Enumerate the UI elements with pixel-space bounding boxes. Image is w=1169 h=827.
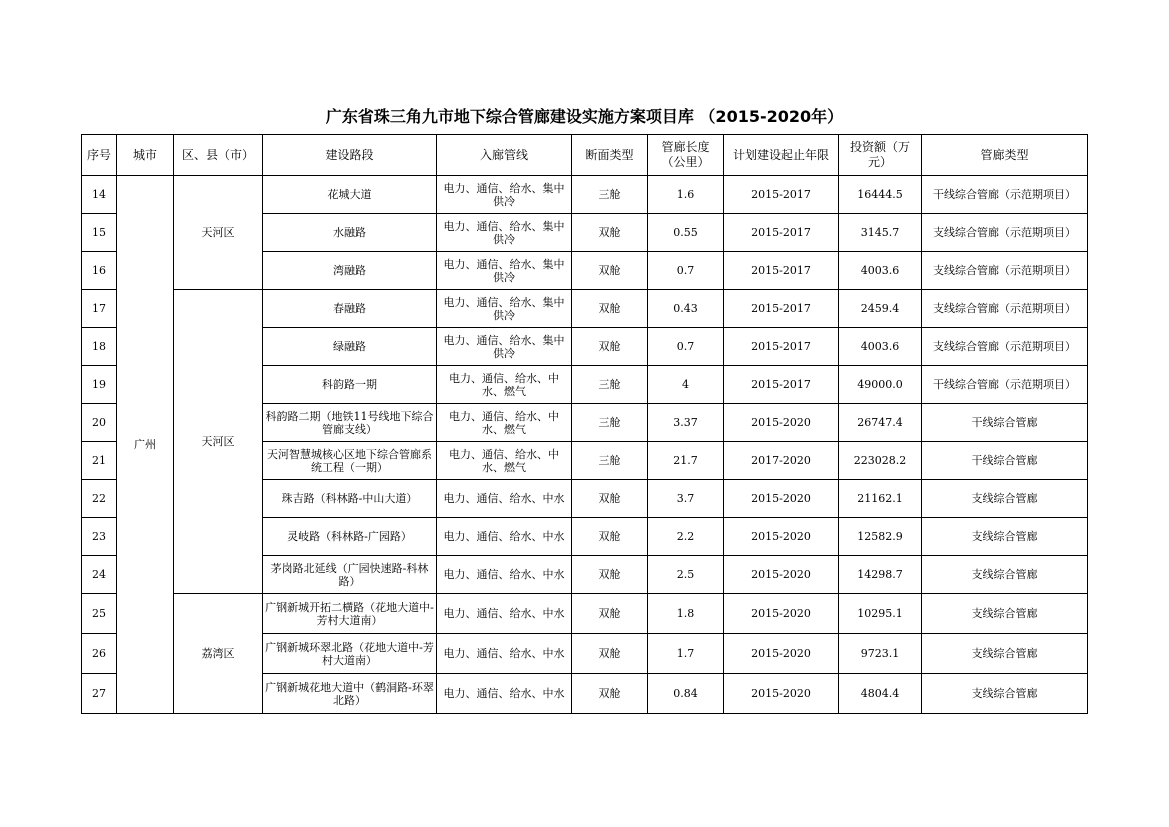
row-years: 2015-2020	[724, 556, 839, 594]
row-no: 19	[82, 366, 117, 404]
row-type: 支线综合管廊	[922, 594, 1088, 634]
header-city: 城市	[117, 135, 174, 176]
header-pipes: 入廊管线	[437, 135, 572, 176]
row-section: 双舱	[572, 518, 648, 556]
row-pipes: 电力、通信、给水、中水、燃气	[437, 442, 572, 480]
row-pipes: 电力、通信、给水、中水	[437, 674, 572, 714]
project-table	[81, 134, 1088, 714]
row-pipes: 电力、通信、给水、中水、燃气	[437, 404, 572, 442]
row-length: 0.7	[648, 328, 724, 366]
row-road: 湾融路	[263, 252, 437, 290]
row-years: 2017-2020	[724, 442, 839, 480]
row-invest: 21162.1	[839, 480, 922, 518]
header-invest: 投资额（万元）	[839, 135, 922, 176]
row-no: 27	[82, 674, 117, 714]
header-section: 断面类型	[572, 135, 648, 176]
row-section: 双舱	[572, 594, 648, 634]
row-years: 2015-2017	[724, 290, 839, 328]
row-road: 水融路	[263, 214, 437, 252]
row-years: 2015-2017	[724, 252, 839, 290]
header-type: 管廊类型	[922, 135, 1088, 176]
row-road: 天河智慧城核心区地下综合管廊系统工程（一期）	[263, 442, 437, 480]
row-section: 双舱	[572, 556, 648, 594]
row-invest: 4003.6	[839, 252, 922, 290]
row-section: 双舱	[572, 290, 648, 328]
row-road: 灵岐路（科林路-广园路）	[263, 518, 437, 556]
row-section: 双舱	[572, 674, 648, 714]
row-type: 支线综合管廊	[922, 556, 1088, 594]
row-pipes: 电力、通信、给水、集中供冷	[437, 176, 572, 214]
row-type: 支线综合管廊	[922, 518, 1088, 556]
row-no: 25	[82, 594, 117, 634]
row-type: 干线综合管廊	[922, 404, 1088, 442]
row-length: 0.84	[648, 674, 724, 714]
header-district: 区、县（市）	[174, 135, 263, 176]
row-type: 支线综合管廊（示范期项目）	[922, 214, 1088, 252]
district-cell: 天河区	[174, 176, 263, 290]
row-pipes: 电力、通信、给水、集中供冷	[437, 290, 572, 328]
row-invest: 4003.6	[839, 328, 922, 366]
row-section: 双舱	[572, 214, 648, 252]
row-years: 2015-2017	[724, 214, 839, 252]
row-no: 20	[82, 404, 117, 442]
row-pipes: 电力、通信、给水、中水	[437, 556, 572, 594]
row-no: 17	[82, 290, 117, 328]
row-years: 2015-2020	[724, 674, 839, 714]
row-pipes: 电力、通信、给水、中水、燃气	[437, 366, 572, 404]
row-invest: 49000.0	[839, 366, 922, 404]
row-years: 2015-2020	[724, 480, 839, 518]
row-road: 花城大道	[263, 176, 437, 214]
row-section: 双舱	[572, 634, 648, 674]
row-length: 2.2	[648, 518, 724, 556]
row-pipes: 电力、通信、给水、中水	[437, 518, 572, 556]
header-road: 建设路段	[263, 135, 437, 176]
row-pipes: 电力、通信、给水、集中供冷	[437, 328, 572, 366]
row-no: 18	[82, 328, 117, 366]
row-road: 科韵路一期	[263, 366, 437, 404]
header-years: 计划建设起止年限	[724, 135, 839, 176]
row-road: 珠吉路（科林路-中山大道）	[263, 480, 437, 518]
district-cell: 天河区	[174, 290, 263, 594]
row-section: 双舱	[572, 480, 648, 518]
row-no: 22	[82, 480, 117, 518]
row-section: 三舱	[572, 442, 648, 480]
row-section: 双舱	[572, 252, 648, 290]
table-row	[82, 594, 1088, 634]
row-section: 双舱	[572, 328, 648, 366]
row-length: 0.7	[648, 252, 724, 290]
row-length: 0.55	[648, 214, 724, 252]
row-invest: 223028.2	[839, 442, 922, 480]
row-no: 24	[82, 556, 117, 594]
row-years: 2015-2017	[724, 176, 839, 214]
table-row	[82, 290, 1088, 328]
row-no: 16	[82, 252, 117, 290]
row-pipes: 电力、通信、给水、中水	[437, 480, 572, 518]
row-no: 23	[82, 518, 117, 556]
row-years: 2015-2017	[724, 366, 839, 404]
row-no: 26	[82, 634, 117, 674]
row-invest: 14298.7	[839, 556, 922, 594]
row-length: 21.7	[648, 442, 724, 480]
row-road: 科韵路二期（地铁11号线地下综合管廊支线）	[263, 404, 437, 442]
row-type: 干线综合管廊	[922, 442, 1088, 480]
header-length: 管廊长度（公里）	[648, 135, 724, 176]
row-length: 1.7	[648, 634, 724, 674]
row-invest: 3145.7	[839, 214, 922, 252]
row-pipes: 电力、通信、给水、中水	[437, 634, 572, 674]
row-invest: 10295.1	[839, 594, 922, 634]
row-type: 干线综合管廊（示范期项目）	[922, 366, 1088, 404]
row-type: 支线综合管廊	[922, 480, 1088, 518]
row-length: 4	[648, 366, 724, 404]
row-length: 1.8	[648, 594, 724, 634]
row-section: 三舱	[572, 366, 648, 404]
header-no: 序号	[82, 135, 117, 176]
row-years: 2015-2020	[724, 594, 839, 634]
row-invest: 4804.4	[839, 674, 922, 714]
row-invest: 26747.4	[839, 404, 922, 442]
row-road: 茅岗路北延线（广园快速路-科林路）	[263, 556, 437, 594]
row-invest: 12582.9	[839, 518, 922, 556]
row-length: 3.37	[648, 404, 724, 442]
row-invest: 2459.4	[839, 290, 922, 328]
row-type: 干线综合管廊（示范期项目）	[922, 176, 1088, 214]
row-no: 15	[82, 214, 117, 252]
row-type: 支线综合管廊（示范期项目）	[922, 252, 1088, 290]
row-years: 2015-2020	[724, 404, 839, 442]
row-type: 支线综合管廊（示范期项目）	[922, 328, 1088, 366]
row-length: 1.6	[648, 176, 724, 214]
row-years: 2015-2020	[724, 634, 839, 674]
row-section: 三舱	[572, 176, 648, 214]
row-length: 0.43	[648, 290, 724, 328]
header-row	[82, 135, 1088, 176]
row-years: 2015-2017	[724, 328, 839, 366]
row-invest: 9723.1	[839, 634, 922, 674]
table-row	[82, 176, 1088, 214]
row-years: 2015-2020	[724, 518, 839, 556]
row-length: 3.7	[648, 480, 724, 518]
row-type: 支线综合管廊（示范期项目）	[922, 290, 1088, 328]
row-pipes: 电力、通信、给水、集中供冷	[437, 252, 572, 290]
row-road: 广钢新城花地大道中（鹤洞路-环翠北路）	[263, 674, 437, 714]
row-pipes: 电力、通信、给水、集中供冷	[437, 214, 572, 252]
row-no: 14	[82, 176, 117, 214]
row-road: 广钢新城环翠北路（花地大道中-芳村大道南）	[263, 634, 437, 674]
city-cell: 广州	[117, 176, 174, 714]
row-length: 2.5	[648, 556, 724, 594]
document-title: 广东省珠三角九市地下综合管廊建设实施方案项目库 （2015-2020年）	[325, 107, 844, 126]
row-road: 广钢新城开拓二横路（花地大道中-芳村大道南）	[263, 594, 437, 634]
row-road: 绿融路	[263, 328, 437, 366]
row-invest: 16444.5	[839, 176, 922, 214]
district-cell: 荔湾区	[174, 594, 263, 714]
row-section: 三舱	[572, 404, 648, 442]
row-type: 支线综合管廊	[922, 634, 1088, 674]
row-pipes: 电力、通信、给水、中水	[437, 594, 572, 634]
row-road: 春融路	[263, 290, 437, 328]
row-no: 21	[82, 442, 117, 480]
row-type: 支线综合管廊	[922, 674, 1088, 714]
